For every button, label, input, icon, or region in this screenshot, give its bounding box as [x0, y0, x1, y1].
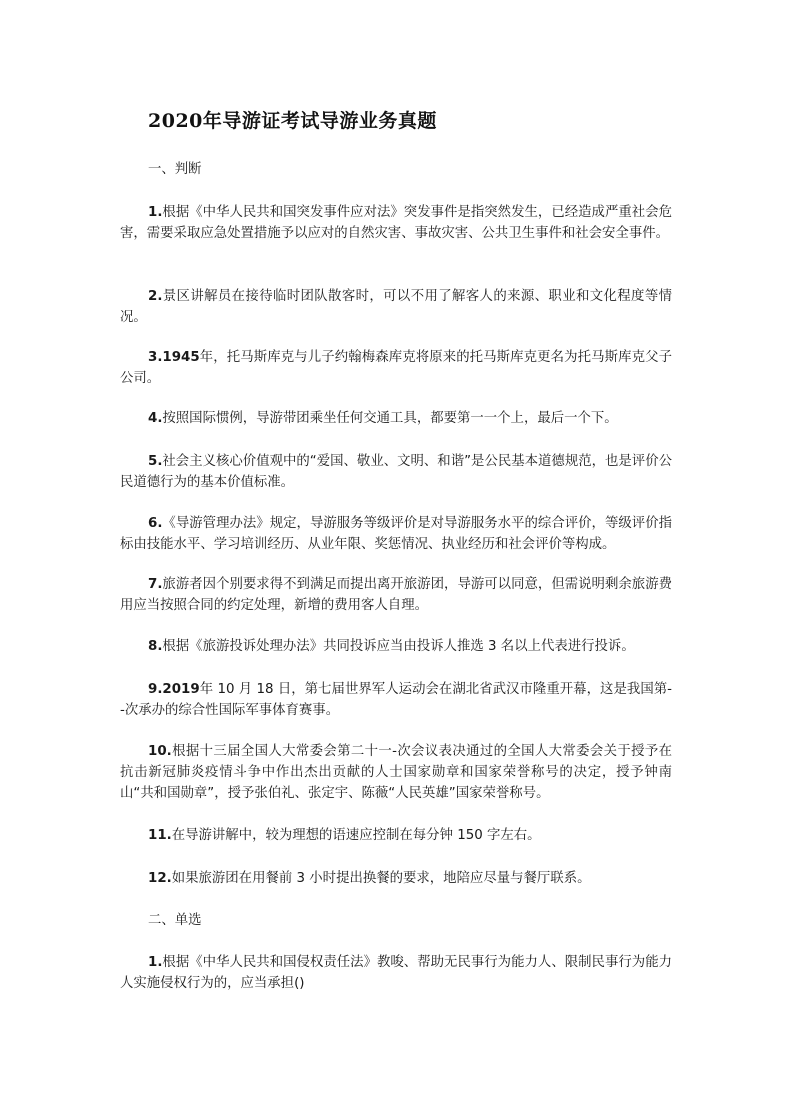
question-text: 年，托马斯库克与儿子约翰梅森库克将原来的托马斯库克更名为托马斯库克父子公司。 — [120, 350, 672, 386]
question-text: 在导游讲解中，较为理想的语速应控制在每分钟 150 字左右。 — [171, 828, 541, 843]
question-item — [120, 451, 672, 493]
question-number: 1. — [148, 955, 163, 970]
question-text: 如果旅游团在用餐前 3 小时提出换餐的要求，地陪应尽量与餐厅联系。 — [171, 871, 591, 886]
question-text: 根据《中华人民共和国侵权责任法》教唆、帮助无民事行为能力人、限制民事行为能力人实施侵权行为的，应当承担() — [120, 955, 672, 991]
question-text: 旅游者因个别要求得不到满足而提出离开旅游团，导游可以同意，但需说明剩余旅游费用应当按照合同的约定处理，新增的费用客人自理。 — [120, 577, 672, 613]
question-item — [120, 636, 672, 657]
question-number: 1. — [148, 205, 163, 220]
question-text: 根据《中华人民共和国突发事件应对法》突发事件是指突然发生，已经造成严重社会危害，需要采取应急处置措施予以应对的自然灾害、事故灾害、公共卫生事件和社会安全事件。 — [120, 205, 672, 241]
question-number: 12. — [148, 871, 172, 886]
question-number: 10. — [148, 744, 172, 759]
question-number: 7. — [148, 577, 163, 592]
section-heading-single-choice: 二、单选 — [148, 913, 202, 928]
question-item — [120, 825, 672, 846]
question-item — [120, 952, 672, 994]
question-item — [120, 574, 672, 616]
question-number: 9.2019 — [148, 682, 200, 697]
question-number: 6. — [148, 516, 163, 531]
question-text: 《导游管理办法》规定，导游服务等级评价是对导游服务水平的综合评价，等级评价指标由技能水平、学习培训经历、从业年限、奖惩情况、执业经历和社会评价等构成。 — [120, 516, 672, 552]
document-title: 2020年导游证考试导游业务真题 — [148, 110, 437, 132]
question-item — [120, 408, 672, 429]
question-item — [120, 868, 672, 889]
question-item — [120, 286, 672, 328]
question-number: 4. — [148, 411, 163, 426]
question-item — [120, 513, 672, 555]
question-item — [120, 347, 672, 389]
question-item — [120, 741, 672, 804]
question-item — [120, 202, 672, 244]
question-text: 根据《旅游投诉处理办法》共同投诉应当由投诉人推选 3 名以上代表进行投诉。 — [162, 639, 635, 654]
question-item — [120, 679, 672, 721]
question-text: 社会主义核心价值观中的“爱国、敬业、文明、和谐”是公民基本道德规范，也是评价公民道德行为的基本价值标准。 — [120, 454, 672, 490]
section-heading-judgement: 一、判断 — [148, 162, 202, 177]
question-text: 根据十三届全国人大常委会第二十一-次会议表决通过的全国人大常委会关于授予在抗击新冠肺炎疫情斗争中作出杰出贡献的人士国家勋章和国家荣誉称号的决定，授予钟南山“共和国勋章”，授予张伯礼、张定宇、陈薇“人民英雄”国家荣誉称号。 — [120, 744, 672, 801]
question-number: 11. — [148, 828, 172, 843]
question-number: 2. — [148, 289, 163, 304]
question-number: 8. — [148, 639, 163, 654]
question-text: 年 10 月 18 日，第七届世界军人运动会在湖北省武汉市隆重开幕，这是我国第--次承办的综合性国际军事体育赛事。 — [120, 682, 672, 718]
question-number: 3.1945 — [148, 350, 200, 365]
question-number: 5. — [148, 454, 163, 469]
question-text: 按照国际惯例，导游带团乘坐任何交通工具，都要第一一个上，最后一个下。 — [162, 411, 618, 426]
question-text: 景区讲解员在接待临时团队散客时，可以不用了解客人的来源、职业和文化程度等情况。 — [120, 289, 672, 325]
